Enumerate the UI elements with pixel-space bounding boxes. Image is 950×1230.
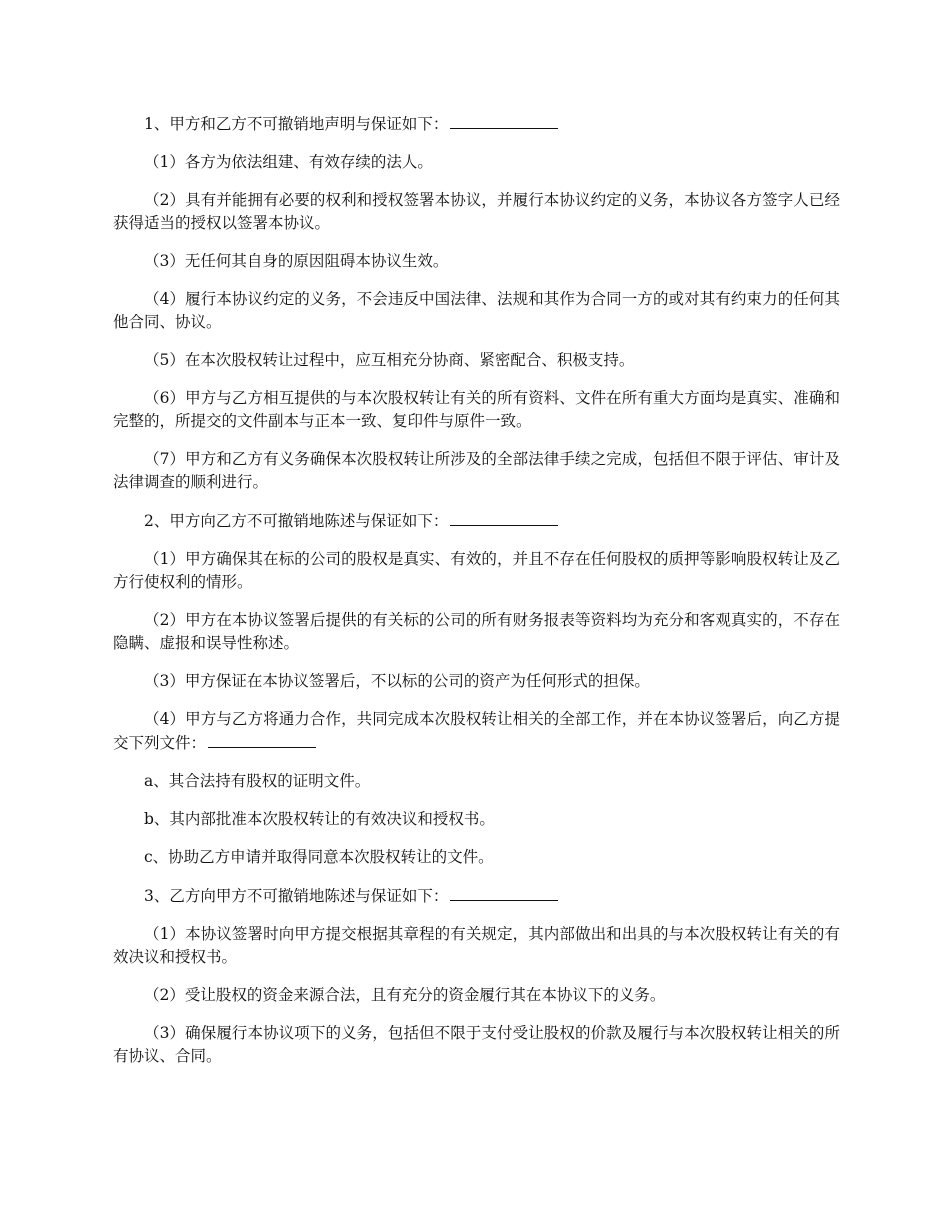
clause-1-item: （7）甲方和乙方有义务确保本次股权转让所涉及的全部法律手续之完成，包括但不限于评估、审计及法律调查的顺利进行。 — [113, 450, 840, 491]
fill-in-blank — [450, 112, 558, 129]
clause-3-item: （2）受让股权的资金来源合法，且有充分的资金履行其在本协议下的义务。 — [144, 986, 666, 1004]
clause-3-item: （3）确保履行本协议项下的义务，包括但不限于支付受让股权的价款及履行与本次股权转让相关的所有协议、合同。 — [113, 1024, 840, 1065]
fill-in-blank — [450, 509, 558, 526]
clause-3-item: （1）本协议签署时向甲方提交根据其章程的有关规定，其内部做出和出具的与本次股权转让有关的有效决议和授权书。 — [113, 925, 840, 966]
clause-2-subitem: b、其内部批准本次股权转让的有效决议和授权书。 — [144, 810, 495, 828]
clause-2-item: （3）甲方保证在本协议签署后，不以标的公司的资产为任何形式的担保。 — [144, 672, 650, 690]
clause-1-item: （6）甲方与乙方相互提供的与本次股权转让有关的所有资料、文件在所有重大方面均是真实、准确和完整的，所提交的文件副本与正本一致、复印件与原件一致。 — [113, 389, 840, 430]
clause-2-subitem: c、协助乙方申请并取得同意本次股权转让的文件。 — [144, 848, 494, 866]
clause-2-item: （1）甲方确保其在标的公司的股权是真实、有效的，并且不存在任何股权的质押等影响股权转让及乙方行使权利的情形。 — [113, 550, 840, 591]
clause-2-heading: 2、甲方向乙方不可撤销地陈述与保证如下： — [113, 509, 840, 533]
clause-3-heading: 3、乙方向甲方不可撤销地陈述与保证如下： — [113, 884, 840, 908]
clause-2-item: （2）甲方在本协议签署后提供的有关标的公司的所有财务报表等资料均为充分和客观真实的，不存在隐瞒、虚报和误导性称述。 — [113, 611, 840, 652]
clause-2-subitem: a、其合法持有股权的证明文件。 — [144, 772, 371, 790]
clause-2-item: （4）甲方与乙方将通力合作，共同完成本次股权转让相关的全部工作，并在本协议签署后，向乙方提交下列文件： — [113, 710, 840, 752]
fill-in-blank — [450, 884, 558, 901]
fill-in-blank — [208, 731, 316, 748]
clause-1-item: （2）具有并能拥有必要的权利和授权签署本协议，并履行本协议约定的义务，本协议各方签字人已经获得适当的授权以签署本协议。 — [113, 191, 840, 232]
document-body — [113, 112, 840, 1083]
clause-1-heading: 1、甲方和乙方不可撤销地声明与保证如下： — [113, 112, 840, 136]
clause-1-item: （1）各方为依法组建、有效存续的法人。 — [144, 153, 433, 171]
clause-1-item: （3）无任何其自身的原因阻碍本协议生效。 — [144, 252, 449, 270]
clause-1-item: （4）履行本协议约定的义务，不会违反中国法律、法规和其作为合同一方的或对其有约束力的任何其他合同、协议。 — [113, 290, 840, 331]
clause-1-item: （5）在本次股权转让过程中，应互相充分协商、紧密配合、积极支持。 — [144, 351, 635, 369]
